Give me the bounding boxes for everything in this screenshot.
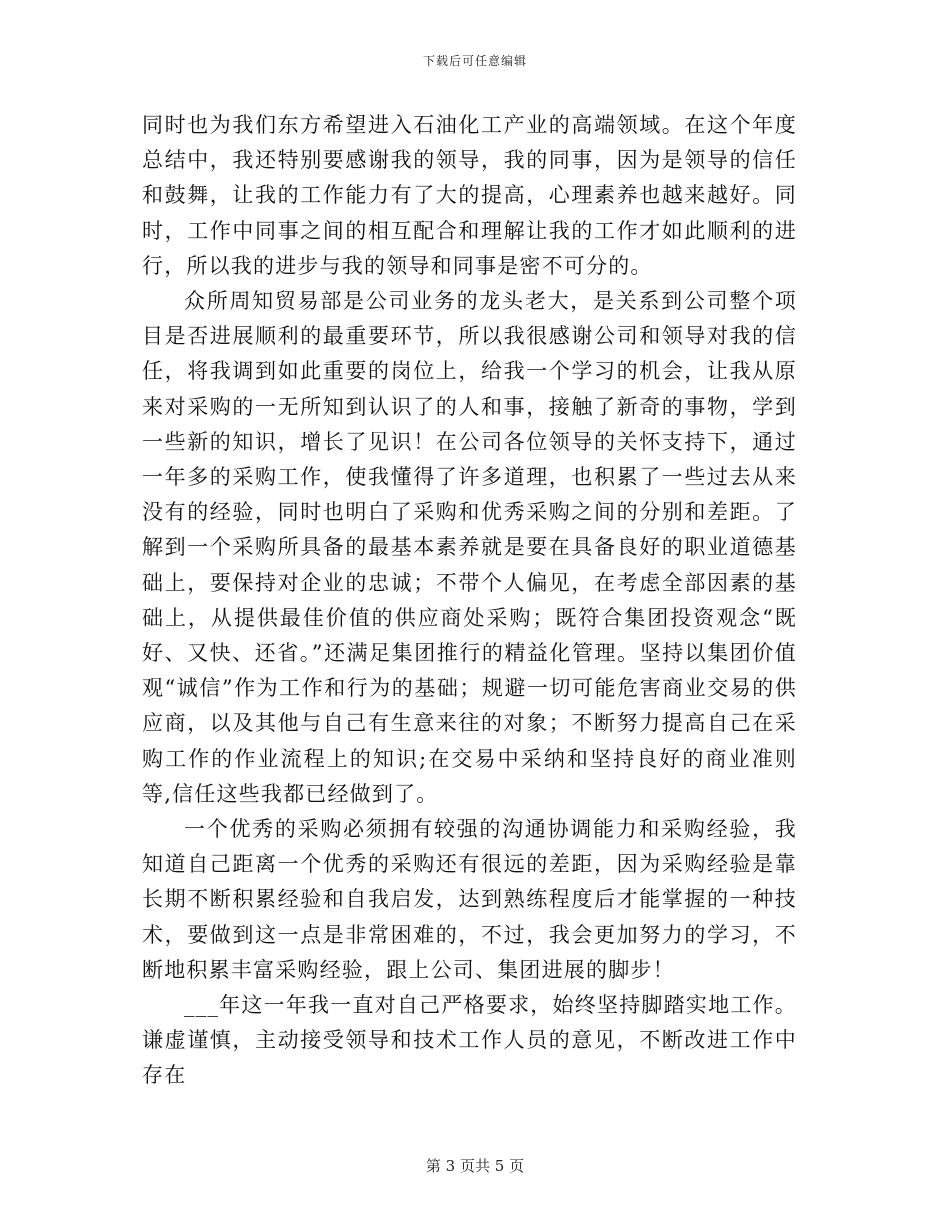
- paragraph-year-summary: ___年这一年我一直对自己严格要求，始终坚持脚踏实地工作。谦虚谨慎，主动接受领导和技术工作人员的意见，不断改进工作中存在: [142, 993, 797, 1088]
- page-number: 第 3 页共 5 页: [425, 1157, 525, 1175]
- paragraph-trade-department: 众所周知贸易部是公司业务的龙头老大，是关系到公司整个项目是否进展顺利的最重要环节，所以我很感谢公司和领导对我的信任，将我调到如此重要的岗位上，给我一个学习的机会，让我从原来对采购的一无所知到认识了的人和事，接触了新奇的事物，学到一些新的知识，增长了见识！在公司各位领导的关怀支持下，通过一年多的采购工作，使我懂得了许多道理，也积累了一些过去从来没有的经验，同时也明白了采购和优秀采购之间的分别和差距。了解到一个采购所具备的最基本素养就是要在具备良好的职业道德基础上，要保持对企业的忠诚；不带个人偏见，在考虑全部因素的基础上，从提供最佳价值的供应商处采购；既符合集团投资观念“既好、又快、还省。”还满足集团推行的精益化管理。坚持以集团价值观“诚信”作为工作和行为的基础；规避一切可能危害商业交易的供应商，以及其他与自己有生意来往的对象；不断努力提高自己在采购工作的作业流程上的知识;在交易中采纳和坚持良好的商业准则等,信任这些我都已经做到了。: [142, 289, 797, 806]
- page-header-note: 下载后可任意编辑: [422, 54, 527, 68]
- paragraph-excellent-buyer: 一个优秀的采购必须拥有较强的沟通协调能力和采购经验，我知道自己距离一个优秀的采购还有很远的差距，因为采购经验是靠长期不断积累经验和自我启发，达到熟练程度后才能掌握的一种技术，要做到这一点是非常困难的，不过，我会更加努力的学习，不断地积累丰富采购经验，跟上公司、集团进展的脚步！: [142, 817, 797, 982]
- document-body: [142, 108, 797, 1094]
- paragraph-continuation: 同时也为我们东方希望进入石油化工产业的高端领域。在这个年度总结中，我还特别要感谢我的领导，我的同事，因为是领导的信任和鼓舞，让我的工作能力有了大的提高，心理素养也越来越好。同时，工作中同事之间的相互配合和理解让我的工作才如此顺利的进行，所以我的进步与我的领导和同事是密不可分的。: [142, 113, 797, 278]
